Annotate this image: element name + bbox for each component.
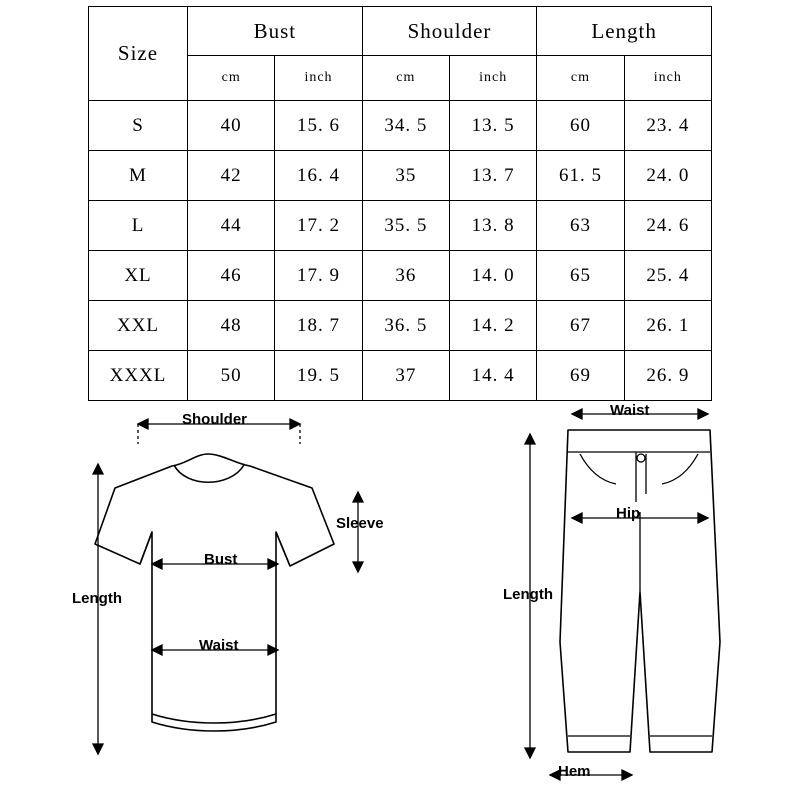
tshirt-body-outline (95, 454, 334, 731)
cell-bust-cm: 42 (188, 151, 275, 201)
size-chart-table-wrapper (88, 6, 712, 401)
cell-length-cm: 65 (537, 251, 624, 301)
header-group-bust: Bust (188, 7, 363, 56)
waist-arrow-right-icon (698, 409, 708, 419)
cell-bust-cm: 48 (188, 301, 275, 351)
cell-length-inch: 23. 4 (624, 101, 711, 151)
cell-size: XXL (89, 301, 188, 351)
cell-shoulder-inch: 14. 4 (449, 351, 536, 401)
cell-length-cm: 69 (537, 351, 624, 401)
cell-size: S (89, 101, 188, 151)
cell-shoulder-inch: 13. 8 (449, 201, 536, 251)
cell-size: XXXL (89, 351, 188, 401)
cell-length-cm: 61. 5 (537, 151, 624, 201)
header-group-length: Length (537, 7, 712, 56)
cell-bust-cm: 44 (188, 201, 275, 251)
length-arrow-bottom-icon (93, 744, 103, 754)
sleeve-arrow-top-icon (353, 492, 363, 502)
tshirt-diagram (0, 392, 420, 800)
header-unit-shoulder-inch: inch (449, 56, 536, 101)
cell-length-inch: 24. 6 (624, 201, 711, 251)
header-unit-bust-inch: inch (275, 56, 362, 101)
pants-diagram (420, 392, 800, 800)
header-group-shoulder: Shoulder (362, 7, 537, 56)
measurement-diagrams (0, 392, 800, 800)
header-unit-shoulder-cm: cm (362, 56, 449, 101)
cell-shoulder-cm: 35 (362, 151, 449, 201)
cell-shoulder-inch: 14. 2 (449, 301, 536, 351)
cell-shoulder-inch: 13. 5 (449, 101, 536, 151)
length-arrow-top-icon (93, 464, 103, 474)
table-row (89, 201, 712, 251)
cell-length-cm: 67 (537, 301, 624, 351)
size-chart-table (88, 6, 712, 401)
label-shoulder: Shoulder (182, 411, 248, 428)
cell-length-inch: 24. 0 (624, 151, 711, 201)
cell-bust-inch: 17. 9 (275, 251, 362, 301)
cell-length-inch: 26. 9 (624, 351, 711, 401)
label-pants-waist: Waist (610, 402, 650, 419)
cell-bust-inch: 17. 2 (275, 201, 362, 251)
cell-shoulder-inch: 13. 7 (449, 151, 536, 201)
header-size: Size (89, 7, 188, 101)
cell-shoulder-cm: 34. 5 (362, 101, 449, 151)
label-waist: Waist (199, 637, 239, 654)
table-header-group-row (89, 7, 712, 56)
shoulder-arrow-right-icon (290, 419, 300, 429)
table-row (89, 251, 712, 301)
pants-length-arrow-top-icon (525, 434, 535, 444)
cell-bust-inch: 16. 4 (275, 151, 362, 201)
cell-size: L (89, 201, 188, 251)
cell-bust-cm: 40 (188, 101, 275, 151)
cell-bust-inch: 15. 6 (275, 101, 362, 151)
cell-bust-inch: 19. 5 (275, 351, 362, 401)
cell-shoulder-cm: 35. 5 (362, 201, 449, 251)
table-row (89, 151, 712, 201)
shoulder-arrow-left-icon (138, 419, 148, 429)
table-row (89, 301, 712, 351)
cell-shoulder-cm: 36. 5 (362, 301, 449, 351)
cell-shoulder-cm: 37 (362, 351, 449, 401)
cell-size: M (89, 151, 188, 201)
header-unit-bust-cm: cm (188, 56, 275, 101)
table-row (89, 101, 712, 151)
cell-bust-cm: 46 (188, 251, 275, 301)
cell-length-inch: 26. 1 (624, 301, 711, 351)
cell-length-cm: 63 (537, 201, 624, 251)
cell-length-cm: 60 (537, 101, 624, 151)
cell-size: XL (89, 251, 188, 301)
label-pants-hem: Hem (558, 763, 591, 780)
cell-length-inch: 25. 4 (624, 251, 711, 301)
cell-bust-cm: 50 (188, 351, 275, 401)
header-unit-length-inch: inch (624, 56, 711, 101)
waist-arrow-left-icon (572, 409, 582, 419)
cell-shoulder-cm: 36 (362, 251, 449, 301)
cell-shoulder-inch: 14. 0 (449, 251, 536, 301)
sleeve-arrow-bottom-icon (353, 562, 363, 572)
label-pants-length: Length (503, 586, 553, 603)
hem-arrow-right-icon (622, 770, 632, 780)
label-length: Length (72, 590, 122, 607)
header-unit-length-cm: cm (537, 56, 624, 101)
label-sleeve: Sleeve (336, 515, 384, 532)
pants-length-arrow-bottom-icon (525, 748, 535, 758)
label-bust: Bust (204, 551, 238, 568)
cell-bust-inch: 18. 7 (275, 301, 362, 351)
label-pants-hip: Hip (616, 505, 641, 522)
